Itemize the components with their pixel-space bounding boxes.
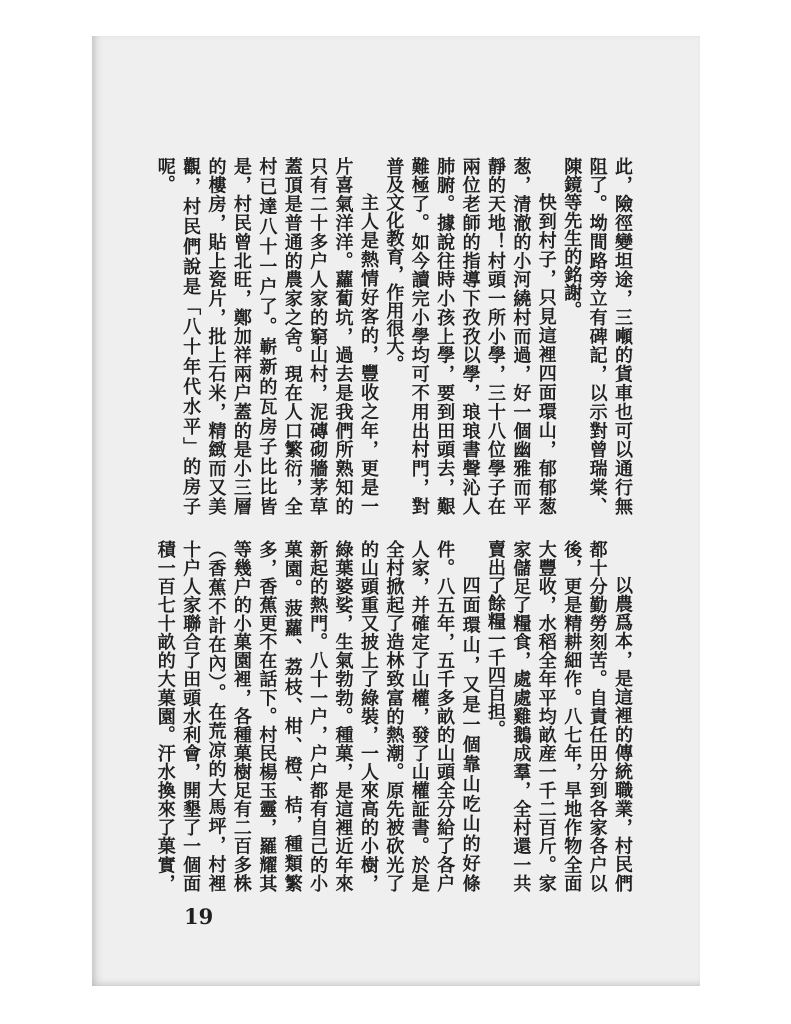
text-column: 人家，并確定了山權，發了山權証書。於是 [408, 540, 430, 892]
text-column: 後，更是精耕細作。八七年，旱地作物全面 [561, 540, 583, 892]
text-column: 蓋頂是普通的農家之舍。現在人口繁衍，全 [281, 157, 303, 515]
text-column: 村已達八十一户了。嶄新的瓦房子比比皆 [256, 157, 278, 515]
text-column: 肺腑。據說往時小孩上學，要到田頭去，艱 [434, 157, 456, 515]
text-column: 難極了。如今讀完小學均可不用出村門，對 [408, 157, 430, 515]
text-column: 是，村民曾北旺，鄭加祥兩户蓋的是小三層 [230, 157, 252, 515]
text-column: 都十分勤勞刻苦。自責任田分到各家各户以 [586, 540, 608, 892]
text-column: （香蕉不計在內）。在荒凉的大馬坪，村裡 [205, 540, 227, 892]
text-column: 只有二十多户人家的窮山村，泥磚砌牆茅草 [307, 157, 329, 515]
text-column: 大豐收，水稻全年平均畝産一千二百斤。家 [535, 540, 557, 892]
text-column: 的樓房，貼上瓷片，批上石米，精緻而又美 [205, 157, 227, 515]
text-column: 主人是熱情好客的，豐收之年，更是一 [357, 193, 379, 515]
text-column: 普及文化教育，作用很大。 [383, 157, 405, 373]
text-column: 多，香蕉更不在話下。村民楊玉靈，羅耀其 [256, 540, 278, 892]
text-column: 十户人家聯合了田頭水利會，開墾了一個面 [180, 540, 202, 892]
text-block-bottom [152, 540, 635, 892]
text-column: 綠葉婆娑，生氣勃勃。種菓，是這裡近年來 [332, 540, 354, 892]
text-column: 新起的熱門。八十一户，户户都有自己的小 [307, 540, 329, 892]
text-column: 賣出了餘糧一千四百担。 [484, 540, 506, 738]
text-column: 家儲足了糧食，處處雞鵝成羣，全村還一共 [510, 540, 532, 892]
text-column: 件。八五年，五千多畝的山頭全分給了各户 [434, 540, 456, 892]
text-column: 快到村子，只見這裡四面環山，郁郁葱 [535, 193, 557, 515]
text-column: 積一百七十畝的大菓園。汗水換來了菓實， [154, 540, 176, 892]
text-column: 觀，村民們說是「八十年代水平」的房子 [180, 157, 202, 515]
text-column: 兩位老師的指導下孜孜以學，琅琅書聲沁人 [459, 157, 481, 515]
text-column: 呢。 [154, 157, 176, 193]
page-number: 19 [184, 904, 214, 929]
text-block-top [152, 157, 635, 515]
book-page [92, 36, 700, 986]
text-column: 陳鏡等先生的銘謝。 [561, 157, 583, 319]
text-column: 葱，清澈的小河繞村而過，好一個幽雅而平 [510, 157, 532, 515]
text-column: 的山頭重又披上了綠裝，一人來高的小樹， [357, 540, 379, 892]
text-column: 等幾户的小菓園裡，各種菓樹足有二百多株 [230, 540, 252, 892]
text-column: 四面環山，又是一個靠山吃山的好條 [459, 576, 481, 892]
text-column: 全村掀起了造林致富的熱潮。原先被砍光了 [383, 540, 405, 892]
text-column: 阻了。坳間路旁立有碑記，以示對曾瑞棠、 [586, 157, 608, 515]
text-column: 靜的天地！村頭一所小學，三十八位學子在 [484, 157, 506, 515]
text-column: 片喜氣洋洋。蘿蔔坑，過去是我們所熟知的 [332, 157, 354, 515]
text-column: 此，險徑變坦途，三噸的貨車也可以通行無 [612, 157, 633, 515]
text-column: 以農爲本，是這裡的傳統職業，村民們 [612, 576, 633, 892]
text-column: 菓園。菠蘿、荔枝、柑、橙、桔，種類繁 [281, 540, 303, 892]
